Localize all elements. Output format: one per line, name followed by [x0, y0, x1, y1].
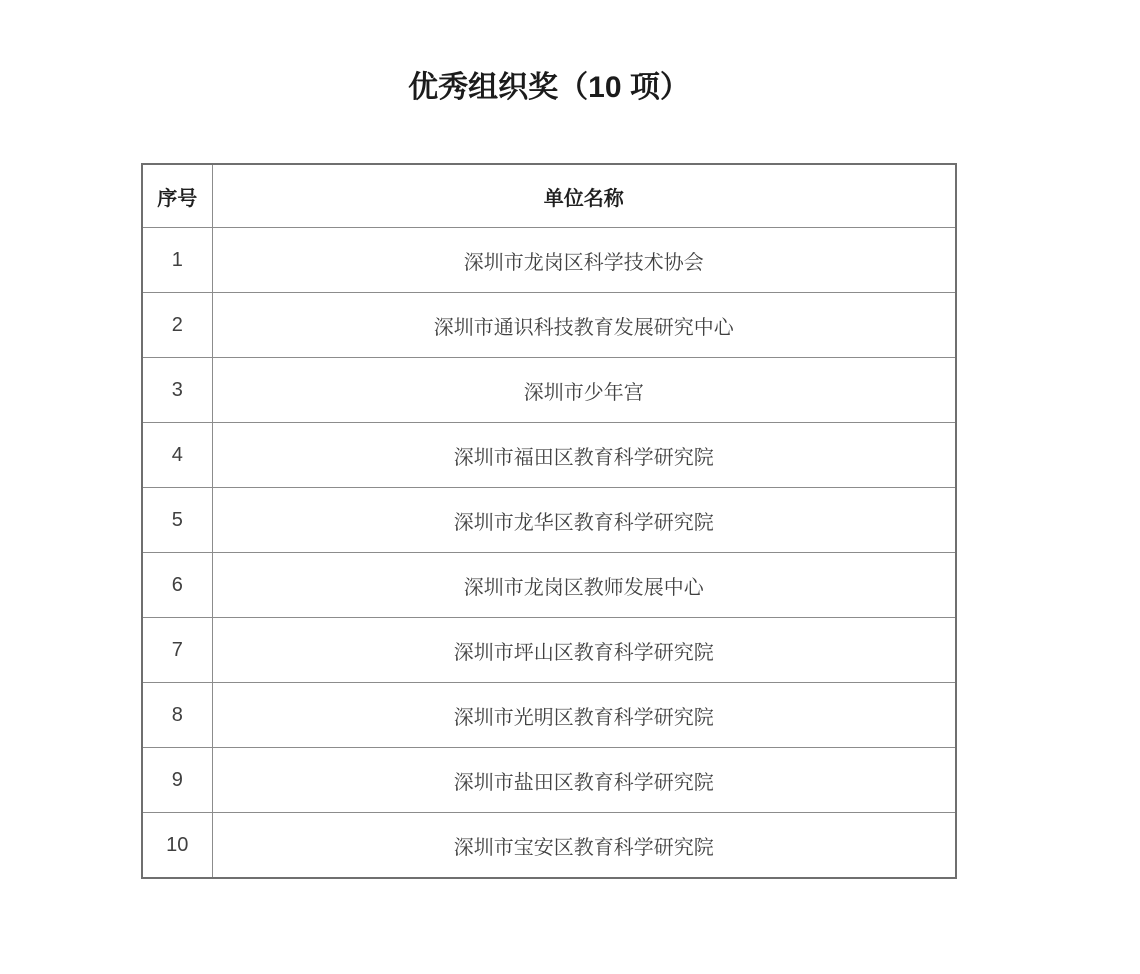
- unit-name-cell: 深圳市通识科技教育发展研究中心: [212, 293, 956, 358]
- table-row: [142, 813, 956, 879]
- row-number-cell: 5: [142, 488, 212, 553]
- row-number-cell: 3: [142, 358, 212, 423]
- unit-name-cell: 深圳市少年宫: [212, 358, 956, 423]
- unit-name-cell: 深圳市坪山区教育科学研究院: [212, 618, 956, 683]
- row-number-cell: 4: [142, 423, 212, 488]
- unit-name-cell: 深圳市龙华区教育科学研究院: [212, 488, 956, 553]
- document-page: [141, 0, 957, 879]
- col-header-no: 序号: [142, 164, 212, 228]
- table-header-row: [142, 164, 956, 228]
- unit-name-cell: 深圳市福田区教育科学研究院: [212, 423, 956, 488]
- table-row: [142, 488, 956, 553]
- table-row: [142, 423, 956, 488]
- col-header-name: 单位名称: [212, 164, 956, 228]
- row-number-cell: 6: [142, 553, 212, 618]
- row-number-cell: 2: [142, 293, 212, 358]
- row-number-cell: 8: [142, 683, 212, 748]
- table-row: [142, 683, 956, 748]
- row-number-cell: 7: [142, 618, 212, 683]
- unit-name-cell: 深圳市龙岗区科学技术协会: [212, 228, 956, 293]
- table-row: [142, 618, 956, 683]
- table-row: [142, 553, 956, 618]
- table-row: [142, 748, 956, 813]
- row-number-cell: 1: [142, 228, 212, 293]
- table-row: [142, 228, 956, 293]
- row-number-cell: 9: [142, 748, 212, 813]
- row-number-cell: 10: [142, 813, 212, 879]
- unit-name-cell: 深圳市光明区教育科学研究院: [212, 683, 956, 748]
- page-title: 优秀组织奖（10 项）: [408, 71, 690, 104]
- table-row: [142, 293, 956, 358]
- unit-name-cell: 深圳市宝安区教育科学研究院: [212, 813, 956, 879]
- unit-name-cell: 深圳市龙岗区教师发展中心: [212, 553, 956, 618]
- table-row: [142, 358, 956, 423]
- awards-table: [141, 163, 957, 879]
- unit-name-cell: 深圳市盐田区教育科学研究院: [212, 748, 956, 813]
